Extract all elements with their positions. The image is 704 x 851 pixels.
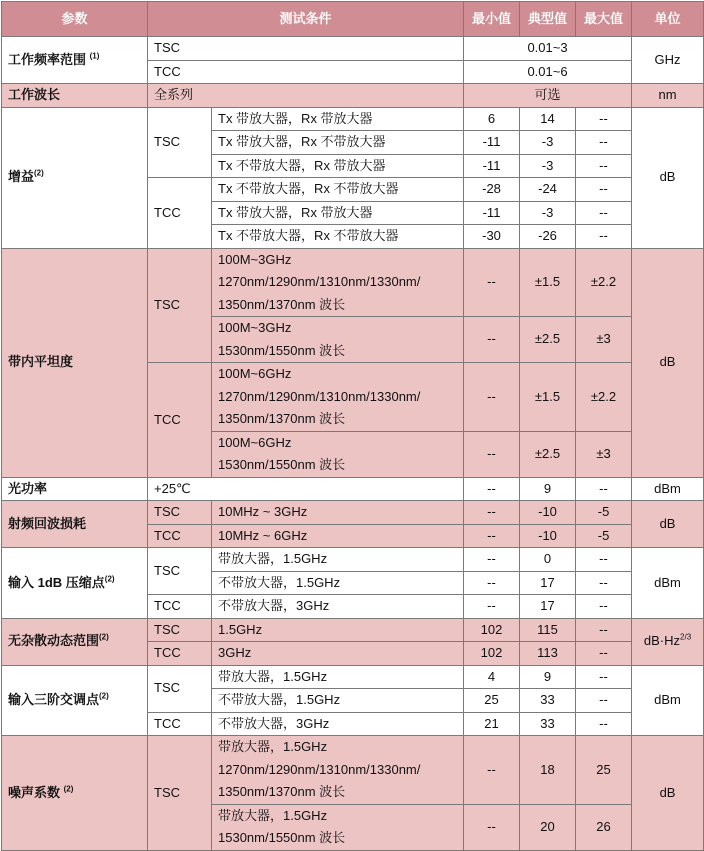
value-cell: 0.01~6 — [464, 60, 632, 84]
min-cell: 25 — [464, 689, 520, 713]
typ-cell: 113 — [520, 642, 576, 666]
spec-table — [1, 1, 704, 851]
min-cell: -- — [464, 477, 520, 501]
type-cell: TSC — [148, 736, 212, 851]
min-cell: -- — [464, 501, 520, 525]
param-gain: 增益$^{(2)}$ — [2, 107, 148, 248]
unit-cell: dB — [632, 248, 704, 477]
typ-cell: -26 — [520, 225, 576, 249]
condition-cell: 1.5GHz — [212, 618, 464, 642]
type-cell: TSC — [148, 501, 212, 525]
min-cell: -11 — [464, 201, 520, 225]
typ-cell: 9 — [520, 665, 576, 689]
type-cell: TCC — [148, 595, 212, 619]
min-cell: 21 — [464, 712, 520, 736]
max-cell: ±3 — [576, 317, 632, 363]
min-cell: -- — [464, 736, 520, 805]
max-cell: -- — [576, 712, 632, 736]
min-cell: -- — [464, 317, 520, 363]
max-cell: -5 — [576, 524, 632, 548]
param-p1db: 输入 1dB 压缩点$^{(2)}$ — [2, 548, 148, 619]
max-cell: -- — [576, 154, 632, 178]
table-row — [2, 107, 704, 131]
condition-cell: 全系列 — [148, 84, 464, 108]
min-cell: -30 — [464, 225, 520, 249]
max-cell: -- — [576, 571, 632, 595]
min-cell: -- — [464, 431, 520, 477]
condition-cell: 不带放大器，1.5GHz — [212, 689, 464, 713]
table-row — [2, 84, 704, 108]
min-cell: 102 — [464, 642, 520, 666]
condition-cell: 不带放大器，3GHz — [212, 595, 464, 619]
typ-cell: ±1.5 — [520, 248, 576, 317]
condition-cell: 100M~6GHz 1530nm/1550nm 波长 — [212, 431, 464, 477]
max-cell: -- — [576, 642, 632, 666]
type-cell: TCC — [148, 642, 212, 666]
table-row — [2, 248, 704, 317]
unit-cell: dB — [632, 501, 704, 548]
unit-cell: nm — [632, 84, 704, 108]
typ-cell: -10 — [520, 501, 576, 525]
unit-cell: dBm — [632, 477, 704, 501]
header-max: 最大值 — [576, 2, 632, 37]
type-cell: TCC — [148, 524, 212, 548]
typ-cell: 33 — [520, 689, 576, 713]
unit-cell: dBm — [632, 665, 704, 736]
param-sfdr: 无杂散动态范围$^{(2)}$ — [2, 618, 148, 665]
min-cell: -- — [464, 248, 520, 317]
condition-cell: Tx 不带放大器，Rx 不带放大器 — [212, 178, 464, 202]
type-cell: TSC — [148, 618, 212, 642]
unit-cell: $dB\cdot Hz^{2/3}$ — [632, 618, 704, 665]
param-noise: 噪声系数 $^{(2)}$ — [2, 736, 148, 851]
value-cell: 可选 — [464, 84, 632, 108]
table-row — [2, 665, 704, 689]
min-cell: -11 — [464, 154, 520, 178]
min-cell: -- — [464, 595, 520, 619]
max-cell: -- — [576, 618, 632, 642]
min-cell: -- — [464, 548, 520, 572]
typ-cell: ±2.5 — [520, 431, 576, 477]
unit-cell: dBm — [632, 548, 704, 619]
min-cell: 4 — [464, 665, 520, 689]
min-cell: -- — [464, 804, 520, 850]
typ-cell: 33 — [520, 712, 576, 736]
condition-cell: 10MHz ~ 6GHz — [212, 524, 464, 548]
unit-cell: dB — [632, 736, 704, 851]
value-cell: 0.01~3 — [464, 37, 632, 61]
typ-cell: -3 — [520, 131, 576, 155]
table-row — [2, 501, 704, 525]
max-cell: -- — [576, 548, 632, 572]
typ-cell: 18 — [520, 736, 576, 805]
param-ip3: 输入三阶交调点$^{(2)}$ — [2, 665, 148, 736]
table-row — [2, 477, 704, 501]
min-cell: -- — [464, 571, 520, 595]
max-cell: -5 — [576, 501, 632, 525]
max-cell: -- — [576, 201, 632, 225]
unit-cell: dB — [632, 107, 704, 248]
min-cell: -28 — [464, 178, 520, 202]
condition-cell: 不带放大器，1.5GHz — [212, 571, 464, 595]
type-cell: TSC — [148, 37, 464, 61]
typ-cell: 17 — [520, 595, 576, 619]
type-cell: TSC — [148, 107, 212, 178]
min-cell: 102 — [464, 618, 520, 642]
typ-cell: 20 — [520, 804, 576, 850]
max-cell: -- — [576, 131, 632, 155]
condition-cell: 不带放大器，3GHz — [212, 712, 464, 736]
max-cell: -- — [576, 225, 632, 249]
max-cell: 26 — [576, 804, 632, 850]
typ-cell: 0 — [520, 548, 576, 572]
max-cell: -- — [576, 595, 632, 619]
typ-cell: -3 — [520, 201, 576, 225]
type-cell: TCC — [148, 178, 212, 249]
condition-cell: 10MHz ~ 3GHz — [212, 501, 464, 525]
max-cell: -- — [576, 665, 632, 689]
typ-cell: -10 — [520, 524, 576, 548]
param-freq: 工作频率范围 $^{(1)}$ — [2, 37, 148, 84]
condition-cell: Tx 带放大器，Rx 带放大器 — [212, 107, 464, 131]
max-cell: -- — [576, 107, 632, 131]
param-optical-power: 光功率 — [2, 477, 148, 501]
typ-cell: 14 — [520, 107, 576, 131]
header-min: 最小值 — [464, 2, 520, 37]
header-row — [2, 2, 704, 37]
type-cell: TSC — [148, 548, 212, 595]
condition-cell: 100M~3GHz 1270nm/1290nm/1310nm/1330nm/ 1350nm/1370nm 波长 — [212, 248, 464, 317]
type-cell: TSC — [148, 248, 212, 363]
type-cell: TCC — [148, 60, 464, 84]
table-row — [2, 548, 704, 572]
typ-cell: -3 — [520, 154, 576, 178]
max-cell: ±2.2 — [576, 363, 632, 432]
min-cell: -11 — [464, 131, 520, 155]
header-param: 参数 — [2, 2, 148, 37]
header-condition: 测试条件 — [148, 2, 464, 37]
condition-cell: Tx 带放大器，Rx 不带放大器 — [212, 131, 464, 155]
typ-cell: -24 — [520, 178, 576, 202]
max-cell: -- — [576, 689, 632, 713]
param-flatness: 带内平坦度 — [2, 248, 148, 477]
min-cell: 6 — [464, 107, 520, 131]
condition-cell: +25℃ — [148, 477, 464, 501]
header-typ: 典型值 — [520, 2, 576, 37]
type-cell: TSC — [148, 665, 212, 712]
condition-cell: 带放大器，1.5GHz 1530nm/1550nm 波长 — [212, 804, 464, 850]
min-cell: -- — [464, 363, 520, 432]
typ-cell: ±1.5 — [520, 363, 576, 432]
max-cell: 25 — [576, 736, 632, 805]
min-cell: -- — [464, 524, 520, 548]
condition-cell: Tx 不带放大器，Rx 带放大器 — [212, 154, 464, 178]
condition-cell: 带放大器，1.5GHz — [212, 548, 464, 572]
condition-cell: Tx 不带放大器，Rx 不带放大器 — [212, 225, 464, 249]
max-cell: ±3 — [576, 431, 632, 477]
max-cell: ±2.2 — [576, 248, 632, 317]
param-wavelength: 工作波长 — [2, 84, 148, 108]
typ-cell: 17 — [520, 571, 576, 595]
table-row — [2, 618, 704, 642]
condition-cell: 3GHz — [212, 642, 464, 666]
unit-cell: GHz — [632, 37, 704, 84]
typ-cell: 9 — [520, 477, 576, 501]
max-cell: -- — [576, 178, 632, 202]
condition-cell: 带放大器，1.5GHz 1270nm/1290nm/1310nm/1330nm/ 1350nm/1370nm 波长 — [212, 736, 464, 805]
param-return-loss: 射频回波损耗 — [2, 501, 148, 548]
condition-cell: 100M~6GHz 1270nm/1290nm/1310nm/1330nm/ 1350nm/1370nm 波长 — [212, 363, 464, 432]
type-cell: TCC — [148, 712, 212, 736]
header-unit: 单位 — [632, 2, 704, 37]
condition-cell: 100M~3GHz 1530nm/1550nm 波长 — [212, 317, 464, 363]
type-cell: TCC — [148, 363, 212, 478]
typ-cell: 115 — [520, 618, 576, 642]
table-row — [2, 736, 704, 805]
table-row — [2, 37, 704, 61]
condition-cell: Tx 带放大器，Rx 带放大器 — [212, 201, 464, 225]
typ-cell: ±2.5 — [520, 317, 576, 363]
condition-cell: 带放大器，1.5GHz — [212, 665, 464, 689]
max-cell: -- — [576, 477, 632, 501]
